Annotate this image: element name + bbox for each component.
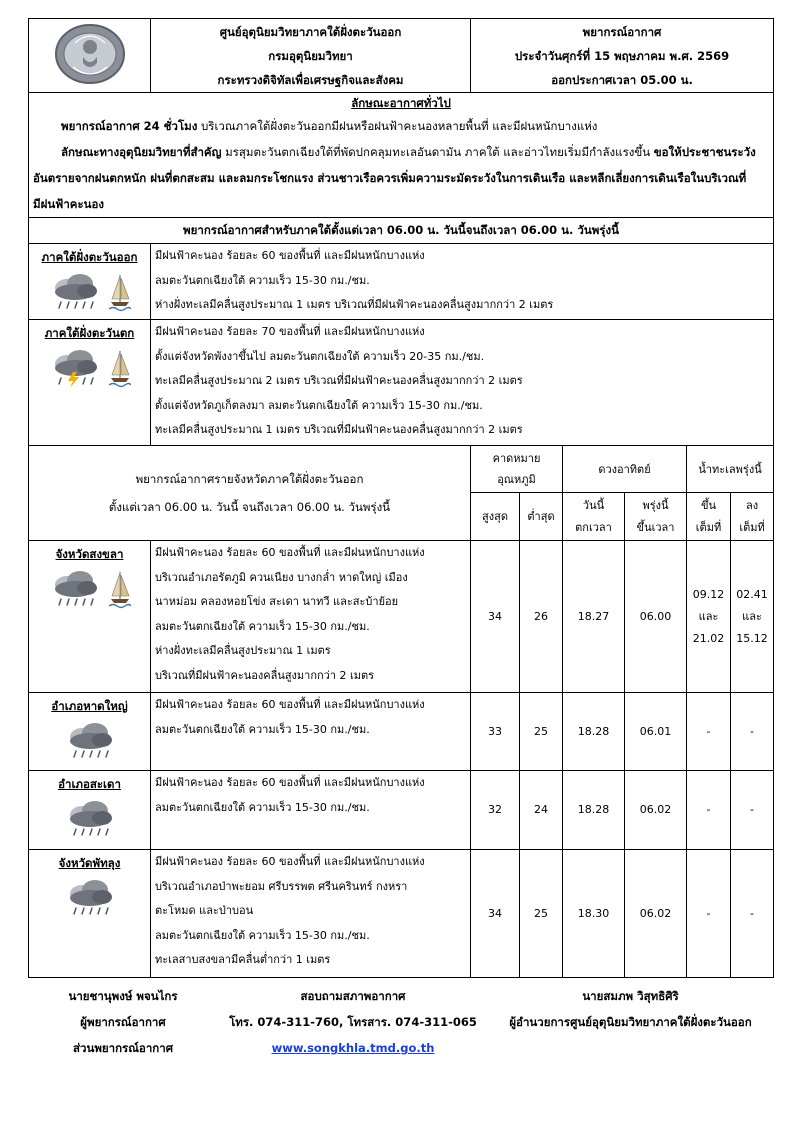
right-line-2: ประจำวันศุกร์ที่ 15 พฤษภาคม พ.ศ. 2569 bbox=[514, 48, 730, 63]
sailboat-wave-icon bbox=[109, 569, 131, 609]
province-line: ลมตะวันตกเฉียงใต้ ความเร็ว 15-30 กม./ชม. bbox=[155, 619, 370, 633]
logo-cell bbox=[29, 19, 151, 93]
provincial-title-1: พยากรณ์อากาศรายจังหวัดภาคใต้ฝั่งตะวันออก bbox=[135, 472, 364, 486]
province-line: บริเวณอำเภอป่าพะยอม ศรีบรรพต ศรีนครินทร์ กงหรา bbox=[155, 879, 408, 893]
general-section bbox=[29, 93, 774, 218]
forecaster-signature bbox=[28, 983, 218, 1061]
temp-header-1: คาดหมาย bbox=[492, 452, 541, 465]
province-name: จังหวัดสงขลา bbox=[55, 547, 124, 561]
province-line: มีฝนฟ้าคะนอง ร้อยละ 60 ของพื้นที่ และมีฝนหนักบางแห่ง bbox=[155, 776, 425, 789]
min-temp: 25 bbox=[520, 693, 563, 771]
province-line: ลมตะวันตกเฉียงใต้ ความเร็ว 15-30 กม./ชม. bbox=[155, 722, 370, 736]
temp-header bbox=[471, 446, 563, 493]
forecast-24h-text: บริเวณภาคใต้ฝั่งตะวันออกมีฝนหรือฝนฟ้าคะนองหลายพื้นที่ และมีฝนหนักบางแห่ง bbox=[200, 119, 598, 133]
full-label: เต็มที่ bbox=[739, 520, 765, 534]
province-line: ลมตะวันตกเฉียงใต้ ความเร็ว 15-30 กม./ชม. bbox=[155, 928, 370, 942]
contact-phone: โทร. 074-311-760, โทรสาร. 074-311-065 bbox=[229, 1015, 477, 1029]
province-line: ตะโหมด และป่าบอน bbox=[155, 904, 254, 917]
tide-up: - bbox=[687, 850, 731, 978]
max-temp: 34 bbox=[471, 541, 520, 693]
province-line: มีฝนฟ้าคะนอง ร้อยละ 60 ของพื้นที่ และมีฝนหนักบางแห่ง bbox=[155, 698, 425, 711]
forecast-table bbox=[28, 18, 774, 978]
province-cell bbox=[29, 771, 151, 850]
general-title: ลักษณะอากาศทั่วไป bbox=[351, 96, 451, 110]
tide-down-header bbox=[731, 493, 774, 541]
province-line: ห่างฝั่งทะเลมีคลื่นสูงประมาณ 1 เมตร bbox=[155, 644, 331, 657]
sunrise-time: 06.01 bbox=[625, 693, 687, 771]
tomorrow-label: พรุ่งนี้ bbox=[642, 498, 669, 512]
region-east-name: ภาคใต้ฝั่งตะวันออก bbox=[41, 250, 138, 264]
sunrise-header bbox=[625, 493, 687, 541]
regional-title: พยากรณ์อากาศสำหรับภาคใต้ตั้งแต่เวลา 06.00 น. วันนี้จนถึงเวลา 06.00 น. วันพรุ่งนี้ bbox=[29, 218, 774, 244]
tmd-seal-logo-icon bbox=[53, 70, 127, 89]
temp-header-2: อุณหภูมิ bbox=[497, 473, 536, 486]
warning-line-1: ขอให้ประชาชนระวัง bbox=[653, 145, 756, 159]
province-name: อำเภอหาดใหญ่ bbox=[51, 699, 128, 713]
sailboat-wave-icon bbox=[109, 348, 131, 388]
meteo-label: ลักษณะทางอุตุนิยมวิทยาที่สำคัญ bbox=[61, 145, 222, 159]
province-text bbox=[151, 850, 471, 978]
director-signature bbox=[488, 983, 773, 1035]
region-west-line: ตั้งแต่จังหวัดภูเก็ตลงมา ลมตะวันตกเฉียงใต้ ความเร็ว 15-30 กม./ชม. bbox=[155, 398, 483, 412]
province-line: บริเวณอำเภอรัตภูมิ ควนเนียง บางกล่ำ หาดใหญ่ เมือง bbox=[155, 570, 408, 584]
min-header: ต่ำสุด bbox=[520, 493, 563, 541]
contact-info bbox=[218, 983, 488, 1061]
meteo-line-1 bbox=[29, 139, 773, 165]
province-text bbox=[151, 771, 471, 850]
set-label: ตกเวลา bbox=[575, 520, 612, 534]
forecast-document bbox=[28, 18, 773, 978]
thunderstorm-rain-icon bbox=[64, 799, 116, 839]
sunset-time: 18.28 bbox=[563, 693, 625, 771]
header-center bbox=[151, 19, 471, 93]
tide-up-value: 21.02 bbox=[692, 631, 725, 645]
rise-label: ขึ้นเวลา bbox=[636, 520, 675, 534]
full-label: เต็มที่ bbox=[695, 520, 722, 534]
center-line-1: ศูนย์อุตุนิยมวิทยาภาคใต้ฝั่งตะวันออก bbox=[219, 24, 402, 39]
province-text bbox=[151, 541, 471, 693]
min-temp: 25 bbox=[520, 850, 563, 978]
province-line: นาหม่อม คลองหอยโข่ง สะเดา นาทวี และสะบ้าย้อย bbox=[155, 595, 399, 608]
forecaster-role: ผู้พยากรณ์อากาศ bbox=[80, 1015, 166, 1029]
province-cell bbox=[29, 693, 151, 771]
right-line-3: ออกประกาศเวลา 05.00 น. bbox=[551, 72, 693, 87]
max-temp: 32 bbox=[471, 771, 520, 850]
website-link[interactable]: www.songkhla.tmd.go.th bbox=[271, 1041, 435, 1055]
forecast-24h bbox=[29, 113, 773, 139]
sunset-time: 18.27 bbox=[563, 541, 625, 693]
tide-down-value: 02.41 bbox=[736, 587, 768, 601]
tide-up-header bbox=[687, 493, 731, 541]
tide-up bbox=[687, 541, 731, 693]
region-west-text bbox=[151, 320, 774, 446]
provincial-title bbox=[29, 446, 471, 541]
max-temp: 33 bbox=[471, 693, 520, 771]
region-west-cell bbox=[29, 320, 151, 446]
sunset-time: 18.28 bbox=[563, 771, 625, 850]
sunrise-time: 06.00 bbox=[625, 541, 687, 693]
tide-down: - bbox=[731, 693, 774, 771]
center-line-2: กรมอุตุนิยมวิทยา bbox=[268, 48, 353, 63]
sunset-time: 18.30 bbox=[563, 850, 625, 978]
tide-down: - bbox=[731, 850, 774, 978]
region-west-line: ทะเลมีคลื่นสูงประมาณ 1 เมตร บริเวณที่มีฝนฟ้าคะนองคลื่นสูงมากกว่า 2 เมตร bbox=[155, 423, 523, 436]
forecaster-name: นายชานุพงษ์ พจนไกร bbox=[68, 989, 178, 1003]
tide-up: - bbox=[687, 693, 731, 771]
province-line: ลมตะวันตกเฉียงใต้ ความเร็ว 15-30 กม./ชม. bbox=[155, 800, 370, 814]
region-east-line: ลมตะวันตกเฉียงใต้ ความเร็ว 15-30 กม./ชม. bbox=[155, 273, 370, 287]
province-name: อำเภอสะเดา bbox=[58, 777, 121, 791]
region-east-line: มีฝนฟ้าคะนอง ร้อยละ 60 ของพื้นที่ และมีฝนหนักบางแห่ง bbox=[155, 249, 425, 262]
right-line-1: พยากรณ์อากาศ bbox=[582, 24, 662, 39]
region-east-cell bbox=[29, 244, 151, 320]
region-west-name: ภาคใต้ฝั่งตะวันตก bbox=[44, 326, 135, 340]
tide-down bbox=[731, 541, 774, 693]
forecast-24h-label: พยากรณ์อากาศ 24 ชั่วโมง bbox=[61, 119, 198, 133]
province-line: ทะเลสาบสงขลามีคลื่นต่ำกว่า 1 เมตร bbox=[155, 953, 331, 966]
min-temp: 26 bbox=[520, 541, 563, 693]
tide-down-value: และ bbox=[742, 609, 762, 623]
region-west-line: มีฝนฟ้าคะนอง ร้อยละ 70 ของพื้นที่ และมีฝนหนักบางแห่ง bbox=[155, 325, 425, 338]
contact-title: สอบถามสภาพอากาศ bbox=[300, 989, 406, 1003]
director-name: นายสมภพ วิสุทธิศิริ bbox=[582, 989, 679, 1003]
max-temp: 34 bbox=[471, 850, 520, 978]
province-text bbox=[151, 693, 471, 771]
thunderstorm-rain-icon bbox=[49, 272, 101, 312]
thunderstorm-rain-icon bbox=[64, 878, 116, 918]
region-west-line: ตั้งแต่จังหวัดพังงาขึ้นไป ลมตะวันตกเฉียงใต้ ความเร็ว 20-35 กม./ชม. bbox=[155, 349, 485, 363]
province-line: มีฝนฟ้าคะนอง ร้อยละ 60 ของพื้นที่ และมีฝนหนักบางแห่ง bbox=[155, 855, 425, 868]
tide-up-value: และ bbox=[698, 609, 719, 623]
min-temp: 24 bbox=[520, 771, 563, 850]
header-right bbox=[471, 19, 774, 93]
province-line: บริเวณที่มีฝนฟ้าคะนองคลื่นสูงมากกว่า 2 เมตร bbox=[155, 668, 375, 682]
sailboat-wave-icon bbox=[109, 272, 131, 312]
today-label: วันนี้ bbox=[582, 498, 605, 512]
province-line: มีฝนฟ้าคะนอง ร้อยละ 60 ของพื้นที่ และมีฝนหนักบางแห่ง bbox=[155, 546, 425, 559]
forecaster-dept: ส่วนพยากรณ์อากาศ bbox=[72, 1041, 173, 1055]
provincial-title-2: ตั้งแต่เวลา 06.00 น. วันนี้ จนถึงเวลา 06.00 น. วันพรุ่งนี้ bbox=[108, 500, 391, 514]
sunrise-time: 06.02 bbox=[625, 850, 687, 978]
up-label: ขึ้น bbox=[700, 498, 717, 512]
footer bbox=[28, 983, 773, 1063]
center-line-3: กระทรวงดิจิทัลเพื่อเศรษฐกิจและสังคม bbox=[217, 72, 404, 87]
tide-up: - bbox=[687, 771, 731, 850]
province-cell bbox=[29, 541, 151, 693]
tide-down: - bbox=[731, 771, 774, 850]
down-label: ลง bbox=[745, 498, 759, 512]
tide-header: น้ำทะเลพรุ่งนี้ bbox=[687, 446, 774, 493]
warning-line-3: มีฝนฟ้าคะนอง bbox=[33, 197, 105, 211]
tide-down-value: 15.12 bbox=[736, 631, 768, 645]
region-east-line: ห่างฝั่งทะเลมีคลื่นสูงประมาณ 1 เมตร บริเวณที่มีฝนฟ้าคะนองคลื่นสูงมากกว่า 2 เมตร bbox=[155, 298, 554, 311]
tide-up-value: 09.12 bbox=[692, 587, 725, 601]
meteo-text: มรสุมตะวันตกเฉียงใต้ที่พัดปกคลุมทะเลอันดามัน ภาคใต้ และอ่าวไทยเริ่มมีกำลังแรงขึ้น bbox=[225, 145, 651, 159]
region-east-text bbox=[151, 244, 774, 320]
sunset-header bbox=[563, 493, 625, 541]
director-title: ผู้อำนวยการศูนย์อุตุนิยมวิทยาภาคใต้ฝั่งตะวันออก bbox=[509, 1015, 752, 1029]
region-west-line: ทะเลมีคลื่นสูงประมาณ 2 เมตร บริเวณที่มีฝนฟ้าคะนองคลื่นสูงมากกว่า 2 เมตร bbox=[155, 374, 523, 387]
warning-line-2: อันตรายจากฝนตกหนัก ฝนที่ตกสะสม และลมกระโชกแรง ส่วนชาวเรือควรเพิ่มความระมัดระวังในการเดินเรือ และหลีกเลี่ยงการเดินเรือในบริเวณที่ bbox=[33, 171, 747, 185]
thunderstorm-rain-icon bbox=[49, 569, 101, 609]
province-cell bbox=[29, 850, 151, 978]
max-header: สูงสุด bbox=[471, 493, 520, 541]
province-name: จังหวัดพัทลุง bbox=[58, 856, 121, 870]
sun-header: ดวงอาทิตย์ bbox=[563, 446, 687, 493]
thunderstorm-rain-icon bbox=[64, 721, 116, 761]
thunderstorm-lightning-rain-icon bbox=[49, 348, 101, 388]
sunrise-time: 06.02 bbox=[625, 771, 687, 850]
